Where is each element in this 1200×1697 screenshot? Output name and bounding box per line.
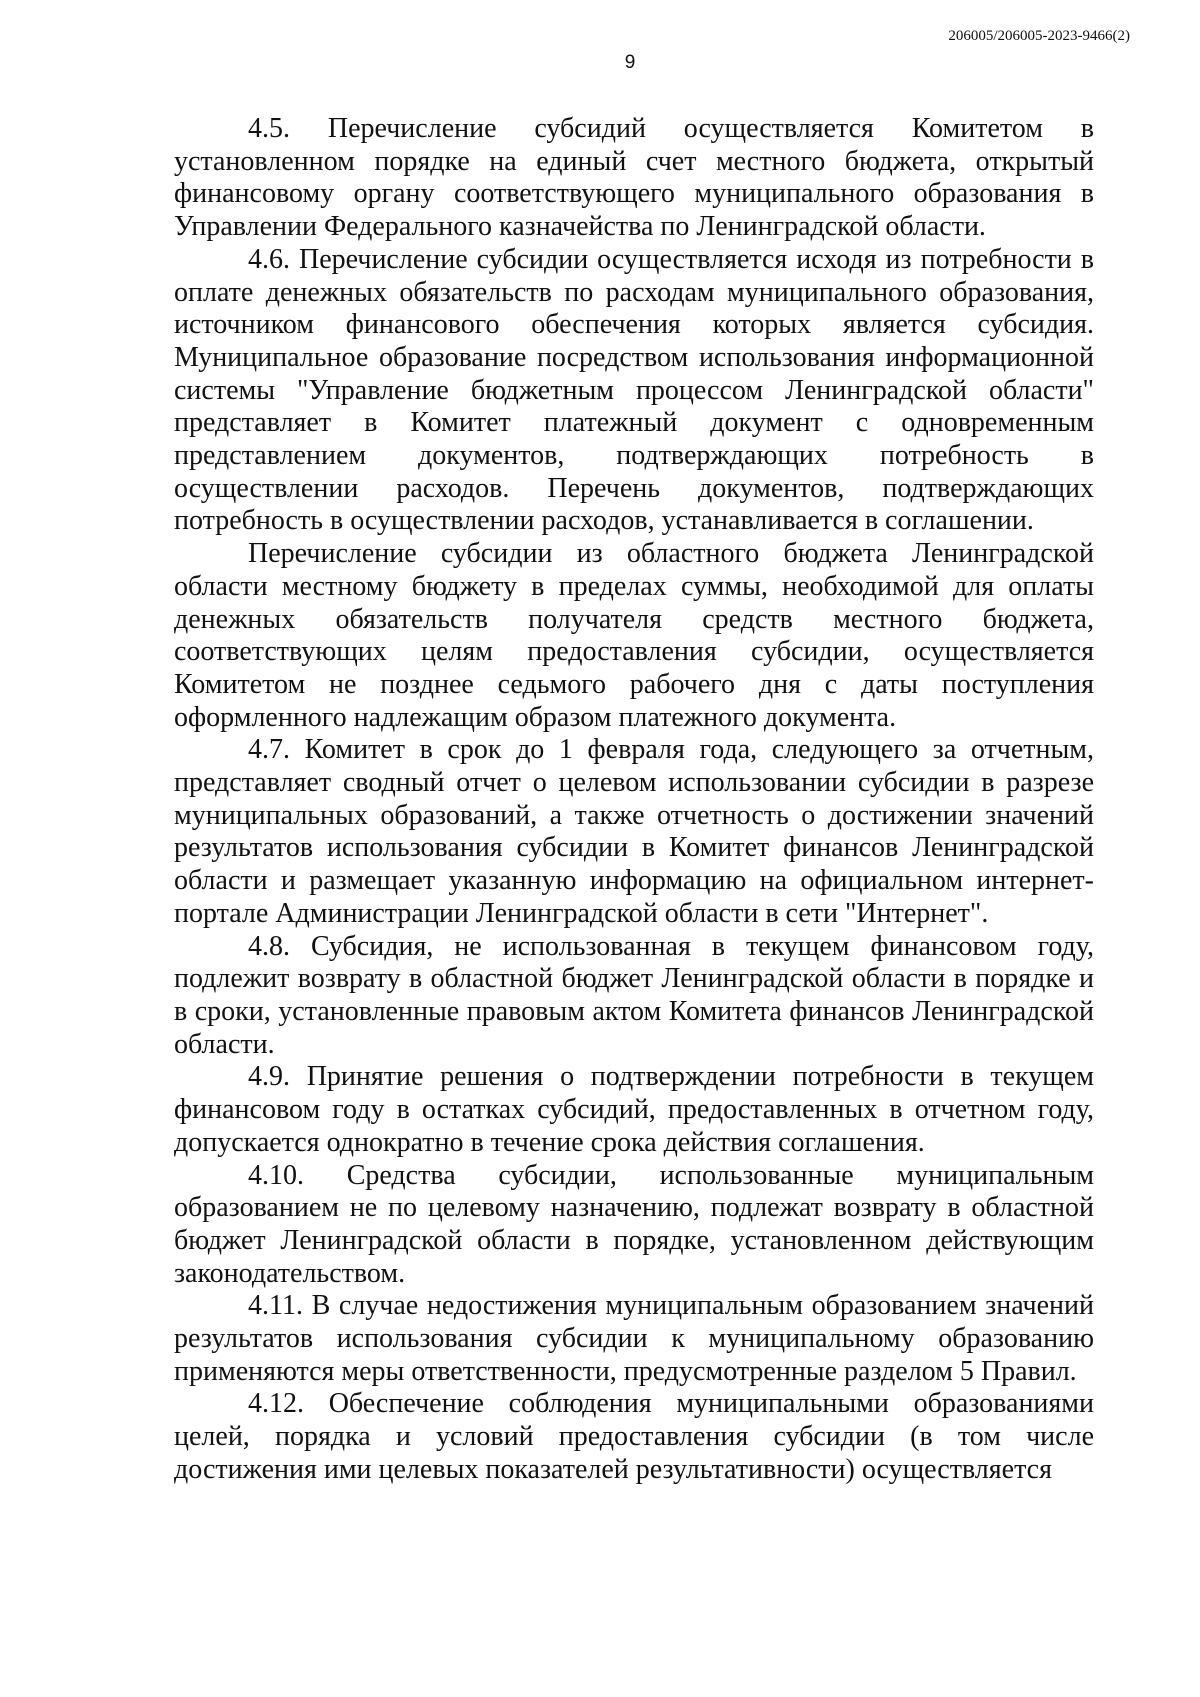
page-number: 9 (624, 52, 636, 73)
paragraph-4-10: 4.10. Средства субсидии, использованные муниципальным образованием не по целевому назначению, подлежат возврату в областной бюджет Ленинградской области в порядке, установленном действующим законодательством. (174, 1159, 1094, 1289)
paragraph-4-8: 4.8. Субсидия, не использованная в текущем финансовом году, подлежит возврату в областной бюджет Ленинградской области в порядке и в сроки, установленные правовым актом Комитета финансов Ленинградской области. (174, 930, 1094, 1060)
paragraph-4-6: 4.6. Перечисление субсидии осуществляется исходя из потребности в оплате денежных обязательств по расходам муниципального образования, источником финансового обеспечения которых является субсидия. Муниципальное образование посредством использования информационной системы "Управление бюджетным процессом Ленинградской области" представляет в Комитет платежный документ с одновременным представлением документов, подтверждающих потребность в осуществлении расходов. Перечень документов, подтверждающих потребность в осуществлении расходов, устанавливается в соглашении. (174, 243, 1094, 537)
paragraph-4-11: 4.11. В случае недостижения муниципальным образованием значений результатов использования субсидии к муниципальному образованию применяются меры ответственности, предусмотренные разделом 5 Правил. (174, 1290, 1094, 1387)
document-body (174, 113, 1094, 1487)
paragraph-4-6-transfer: Перечисление субсидии из областного бюджета Ленинградской области местному бюджету в пределах суммы, необходимой для оплаты денежных обязательств получателя средств местного бюджета, соответствующих целям предоставления субсидии, осуществляется Комитетом не позднее седьмого рабочего дня с даты поступления оформленного надлежащим образом платежного документа. (174, 538, 1094, 733)
paragraph-4-7: 4.7. Комитет в срок до 1 февраля года, следующего за отчетным, представляет сводный отчет о целевом использовании субсидии в разрезе муниципальных образований, а также отчетность о достижении значений результатов использования субсидии в Комитет финансов Ленинградской области и размещает указанную информацию на официальном интернет-портале Администрации Ленинградской области в сети "Интернет". (174, 734, 1094, 929)
paragraph-4-9: 4.9. Принятие решения о подтверждении потребности в текущем финансовом году в остатках субсидий, предоставленных в отчетном году, допускается однократно в течение срока действия соглашения. (174, 1061, 1094, 1158)
paragraph-4-5: 4.5. Перечисление субсидий осуществляется Комитетом в установленном порядке на единый счет местного бюджета, открытый финансовому органу соответствующего муниципального образования в Управлении Федерального казначейства по Ленинградской области. (174, 113, 1094, 243)
document-id: 206005/206005-2023-9466(2) (948, 28, 1130, 44)
paragraph-4-12: 4.12. Обеспечение соблюдения муниципальными образованиями целей, порядка и условий предоставления субсидии (в том числе достижения ими целевых показателей результативности) осуществляется (174, 1388, 1094, 1485)
